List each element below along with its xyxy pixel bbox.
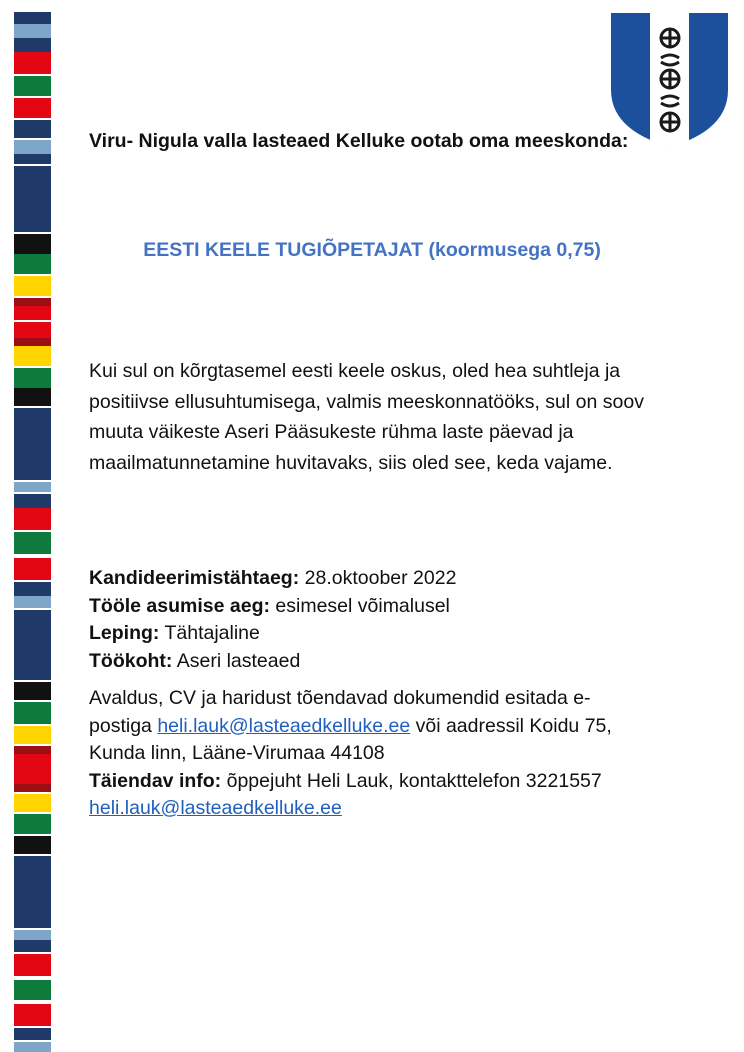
email-link[interactable]: heli.lauk@lasteaedkelluke.ee [157,714,411,737]
pattern-stripe-segment [14,596,51,608]
pattern-stripe-segment [14,558,51,580]
pattern-stripe-segment [14,1028,51,1040]
pattern-stripe-segment [14,532,51,554]
detail-label: Tööle asumise aeg: [89,594,270,617]
detail-value: Aseri lasteaed [172,649,301,672]
pattern-stripe-segment [14,338,51,346]
info-label: Täiendav info: [89,769,222,792]
contact-address: või aadressil Koidu 75, Kunda linn, Lääne-Virumaa 44108 [89,714,612,764]
pattern-stripe-segment [14,610,51,680]
pattern-stripe-segment [14,346,51,366]
contact-section [89,685,649,823]
pattern-stripe-segment [14,726,51,744]
pattern-stripe-segment [14,702,51,724]
pattern-stripe-segment [14,930,51,940]
pattern-stripe-segment [14,1004,51,1026]
pattern-stripe-segment [14,254,51,274]
pattern-stripe-segment [14,582,51,596]
intro-heading: Viru- Nigula valla lasteaed Kelluke ootab oma meeskonda: [89,130,629,152]
pattern-stripe-segment [14,154,51,164]
pattern-stripe-segment [14,954,51,976]
pattern-stripe-segment [14,12,51,24]
decorative-pattern-stripe [14,12,51,1042]
pattern-stripe-segment [14,368,51,388]
detail-start-date [89,593,649,621]
pattern-stripe-segment [14,784,51,792]
pattern-stripe-segment [14,856,51,928]
pattern-stripe-segment [14,140,51,154]
detail-label: Leping: [89,622,160,644]
pattern-stripe-segment [14,276,51,296]
detail-contract [89,620,649,648]
detail-deadline [89,565,649,593]
pattern-stripe-segment [14,388,51,406]
pattern-stripe-segment [14,52,51,74]
pattern-stripe-segment [14,76,51,96]
position-title: EESTI KEELE TUGIÕPETAJAT (koormusega 0,75) [143,239,601,261]
info-text: õppejuht Heli Lauk, kontakttelefon 3221557 [221,769,602,792]
pattern-stripe-segment [14,770,51,784]
detail-label: Töökoht: [89,649,173,672]
pattern-stripe-segment [14,494,51,508]
pattern-stripe-segment [14,482,51,492]
pattern-stripe-segment [14,298,51,306]
pattern-stripe-segment [14,24,51,38]
email-link-secondary[interactable]: heli.lauk@lasteaedkelluke.ee [89,797,342,819]
job-description: Kui sul on kõrgtasemel eesti keele oskus, oled hea suhtleja ja positiivse ellusuhtumisega, valmis meeskonnatööks, sul on soov muuta väikeste Aseri Pääsukeste rühma laste päevad ja maailmatunnetamine huvitavaks, siis oled see, keda vajame. [89,360,644,474]
pattern-stripe-segment [14,940,51,952]
pattern-stripe-segment [14,508,51,530]
pattern-stripe-segment [14,166,51,232]
pattern-stripe-segment [14,306,51,320]
pattern-stripe-segment [14,980,51,1000]
detail-value: 28.oktoober 2022 [299,567,457,589]
detail-workplace [89,648,649,676]
pattern-stripe-segment [14,754,51,770]
pattern-stripe-segment [14,814,51,834]
detail-label: Kandideerimistähtaeg: [89,567,300,589]
pattern-stripe-segment [14,322,51,338]
pattern-stripe-segment [14,682,51,700]
pattern-stripe-segment [14,408,51,480]
pattern-stripe-segment [14,38,51,52]
pattern-stripe-segment [14,234,51,254]
pattern-stripe-segment [14,794,51,812]
detail-value: Tähtajaline [159,622,260,644]
pattern-stripe-segment [14,746,51,754]
contact-text: Avaldus, CV ja haridust tõendavad dokumendid esitada e-postiga [89,687,591,737]
pattern-stripe-segment [14,1042,51,1052]
detail-value: esimesel võimalusel [269,594,450,617]
pattern-stripe-segment [14,98,51,118]
pattern-stripe-segment [14,836,51,854]
pattern-stripe-segment [14,120,51,138]
job-details [89,565,649,675]
